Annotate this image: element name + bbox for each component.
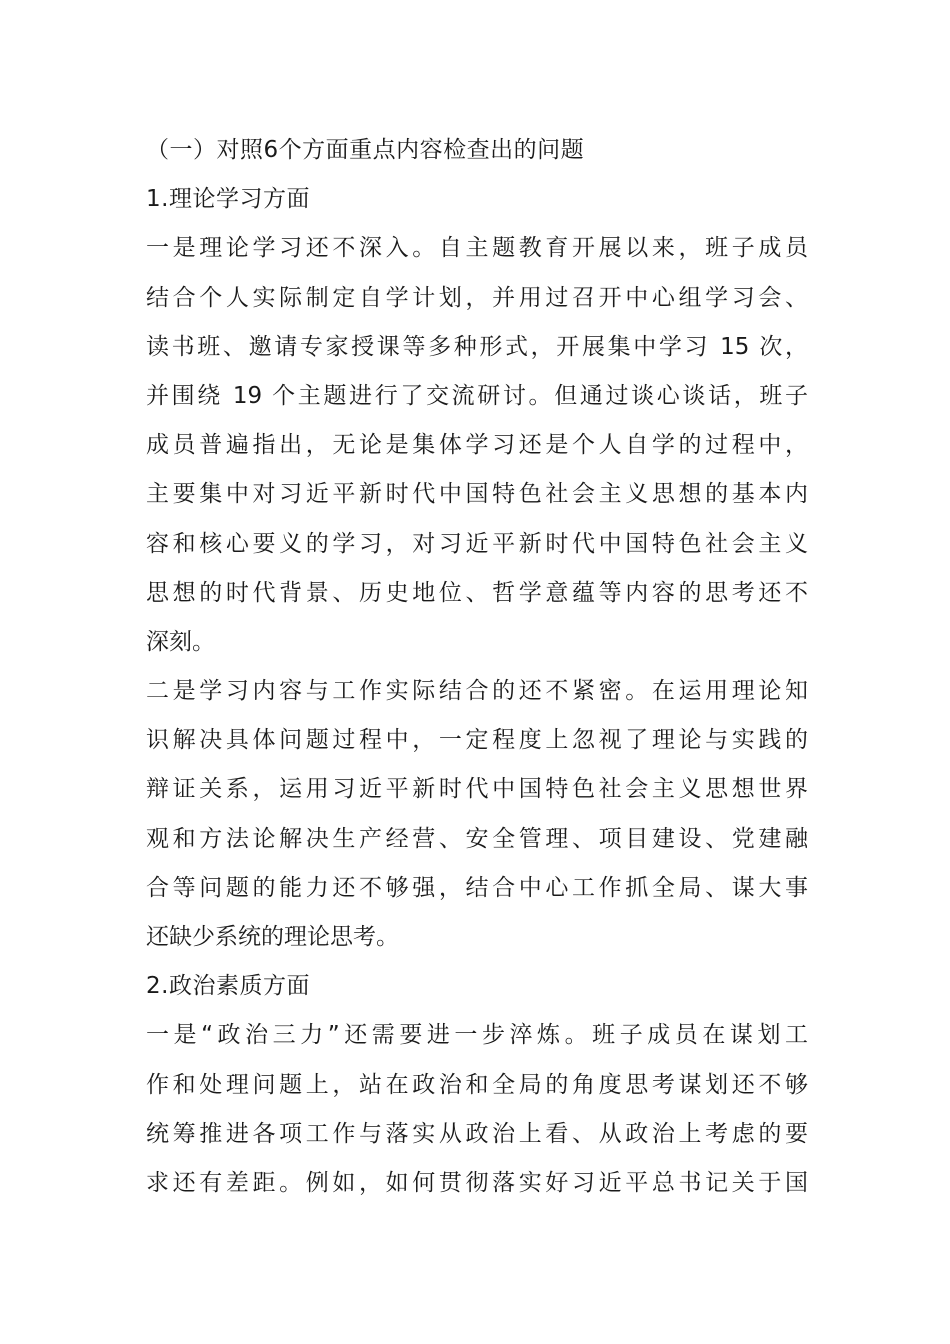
paragraph-line: 容和核心要义的学习，对习近平新时代中国特色社会主义 xyxy=(146,530,808,557)
paragraph-line: 一是“政治三力”还需要进一步淬炼。班子成员在谋划工 xyxy=(146,1022,808,1049)
paragraph-line: 主要集中对习近平新时代中国特色社会主义思想的基本内 xyxy=(146,481,808,508)
paragraph-line: 结合个人实际制定自学计划，并用过召开中心组学习会、 xyxy=(146,284,808,311)
paragraph-theory-practice-link xyxy=(146,667,808,962)
paragraph-political-ability xyxy=(146,1011,808,1208)
paragraph-line: 观和方法论解决生产经营、安全管理、项目建设、党建融 xyxy=(146,825,808,852)
paragraph-line-last: 还缺少系统的理论思考。 xyxy=(146,924,399,950)
document-body xyxy=(146,126,808,1208)
paragraph-line: 成员普遍指出，无论是集体学习还是个人自学的过程中， xyxy=(146,432,808,459)
sub-heading-political-quality: 2.政治素质方面 xyxy=(146,973,310,1000)
paragraph-line: 辩证关系，运用习近平新时代中国特色社会主义思想世界 xyxy=(146,776,808,803)
paragraph-line: 思想的时代背景、历史地位、哲学意蕴等内容的思考还不 xyxy=(146,579,808,606)
paragraph-theory-not-deep xyxy=(146,224,808,667)
paragraph-line-last: 深刻。 xyxy=(146,628,215,655)
paragraph-line: 读书班、邀请专家授课等多种形式，开展集中学习 15 次， xyxy=(146,333,808,360)
sub-heading-theory-study: 1.理论学习方面 xyxy=(146,186,310,213)
paragraph-line: 合等问题的能力还不够强，结合中心工作抓全局、谋大事 xyxy=(146,874,808,901)
paragraph-line: 求还有差距。例如，如何贯彻落实好习近平总书记关于国 xyxy=(146,1169,808,1196)
paragraph-line: 一是理论学习还不深入。自主题教育开展以来，班子成员 xyxy=(146,235,808,262)
paragraph-line: 二是学习内容与工作实际结合的还不紧密。在运用理论知 xyxy=(146,678,808,705)
paragraph-line: 并围绕 19 个主题进行了交流研讨。但通过谈心谈话，班子 xyxy=(146,382,808,409)
paragraph-line: 作和处理问题上，站在政治和全局的角度思考谋划还不够 xyxy=(146,1071,808,1098)
paragraph-line: 识解决具体问题过程中，一定程度上忽视了理论与实践的 xyxy=(146,727,808,754)
paragraph-line: 统筹推进各项工作与落实从政治上看、从政治上考虑的要 xyxy=(146,1120,808,1147)
section-title: （一）对照6个方面重点内容检查出的问题 xyxy=(146,137,585,163)
